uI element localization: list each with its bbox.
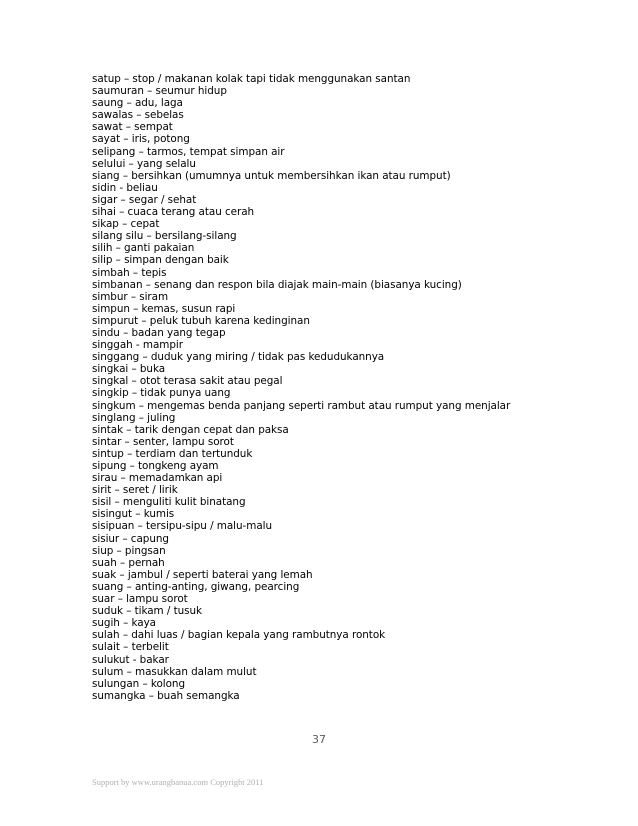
glossary-entry: sihai – cuaca terang atau cerah — [92, 206, 255, 219]
glossary-entry: siup – pingsan — [92, 544, 166, 557]
glossary-entry: sintup – terdiam dan tertunduk — [92, 447, 253, 460]
glossary-entry: simbur – siram — [92, 290, 169, 303]
glossary-entry: suar – lampu sorot — [92, 593, 188, 606]
glossary-entry: sisil – menguliti kulit binatang — [92, 496, 246, 509]
glossary-entry: silih – ganti pakaian — [92, 242, 195, 255]
glossary-entry: simpurut – peluk tubuh karena kedinginan — [92, 314, 310, 327]
glossary-entry: sulum – masukkan dalam mulut — [92, 665, 257, 678]
footer-copyright: Support by www.urangbanua.com Copyright 2011 — [92, 777, 264, 787]
glossary-entry: singgang – duduk yang miring / tidak pas kedudukannya — [92, 351, 385, 364]
glossary-entry: sigar – segar / sehat — [92, 193, 197, 206]
glossary-entry: silang silu – bersilang-silang — [92, 230, 237, 243]
glossary-entry: sisipuan – tersipu-sipu / malu-malu — [92, 520, 273, 533]
page-number: 37 — [312, 733, 326, 746]
glossary-entry: sirit – seret / lirik — [92, 484, 178, 497]
glossary-entry: simbah – tepis — [92, 266, 167, 279]
glossary-entry: singkal – otot terasa sakit atau pegal — [92, 375, 283, 388]
glossary-entry: selipang – tarmos, tempat simpan air — [92, 145, 285, 158]
glossary-entry: suang – anting-anting, giwang, pearcing — [92, 580, 300, 593]
glossary-entry: sintar – senter, lampu sorot — [92, 435, 234, 448]
glossary-entry: suduk – tikam / tusuk — [92, 605, 203, 618]
glossary-entry: suak – jambul / seperti baterai yang lemah — [92, 568, 313, 581]
glossary-entry: sisingut – kumis — [92, 508, 175, 521]
glossary-entry: singlang – juling — [92, 411, 176, 424]
glossary-entry: simbanan – senang dan respon bila diajak main-main (biasanya kucing) — [92, 278, 462, 291]
glossary-entry: sikap – cepat — [92, 218, 160, 231]
glossary-entry: sindu – badan yang tegap — [92, 326, 226, 339]
glossary-entry: sawat – sempat — [92, 121, 173, 134]
glossary-entry: sidin - beliau — [92, 181, 158, 194]
glossary-entry: sulait – terbelit — [92, 641, 169, 654]
glossary-entry: sayat – iris, potong — [92, 133, 190, 146]
glossary-entry: saung – adu, laga — [92, 97, 183, 110]
glossary-list — [92, 73, 612, 702]
glossary-entry: sulukut - bakar — [92, 653, 169, 666]
glossary-entry: siang – bersihkan (umumnya untuk membersihkan ikan atau rumput) — [92, 169, 451, 182]
glossary-entry: satup – stop / makanan kolak tapi tidak menggunakan santan — [92, 73, 411, 85]
glossary-entry: selului – yang selalu — [92, 157, 196, 170]
glossary-entry: sawalas – sebelas — [92, 109, 184, 122]
glossary-entry: sumangka – buah semangka — [92, 689, 240, 702]
glossary-entry: suah – pernah — [92, 556, 165, 569]
glossary-entry: saumuran – seumur hidup — [92, 85, 227, 98]
glossary-entry: silip – simpan dengan baik — [92, 254, 229, 267]
glossary-entry: singgah - mampir — [92, 339, 183, 352]
glossary-entry: sisiur – capung — [92, 532, 169, 545]
glossary-entry: simpun – kemas, susun rapi — [92, 302, 236, 315]
glossary-entry: sipung – tongkeng ayam — [92, 460, 219, 472]
glossary-entry: sintak – tarik dengan cepat dan paksa — [92, 423, 289, 436]
glossary-entry: sulah – dahi luas / bagian kepala yang rambutnya rontok — [92, 629, 386, 642]
glossary-entry: singkai – buka — [92, 363, 166, 376]
glossary-entry: sirau – memadamkan api — [92, 472, 223, 485]
glossary-entry: sugih – kaya — [92, 617, 156, 630]
glossary-entry: singkip – tidak punya uang — [92, 387, 231, 400]
glossary-entry: singkum – mengemas benda panjang seperti rambut atau rumput yang menjalar — [92, 399, 511, 412]
glossary-entry: sulungan – kolong — [92, 677, 185, 690]
